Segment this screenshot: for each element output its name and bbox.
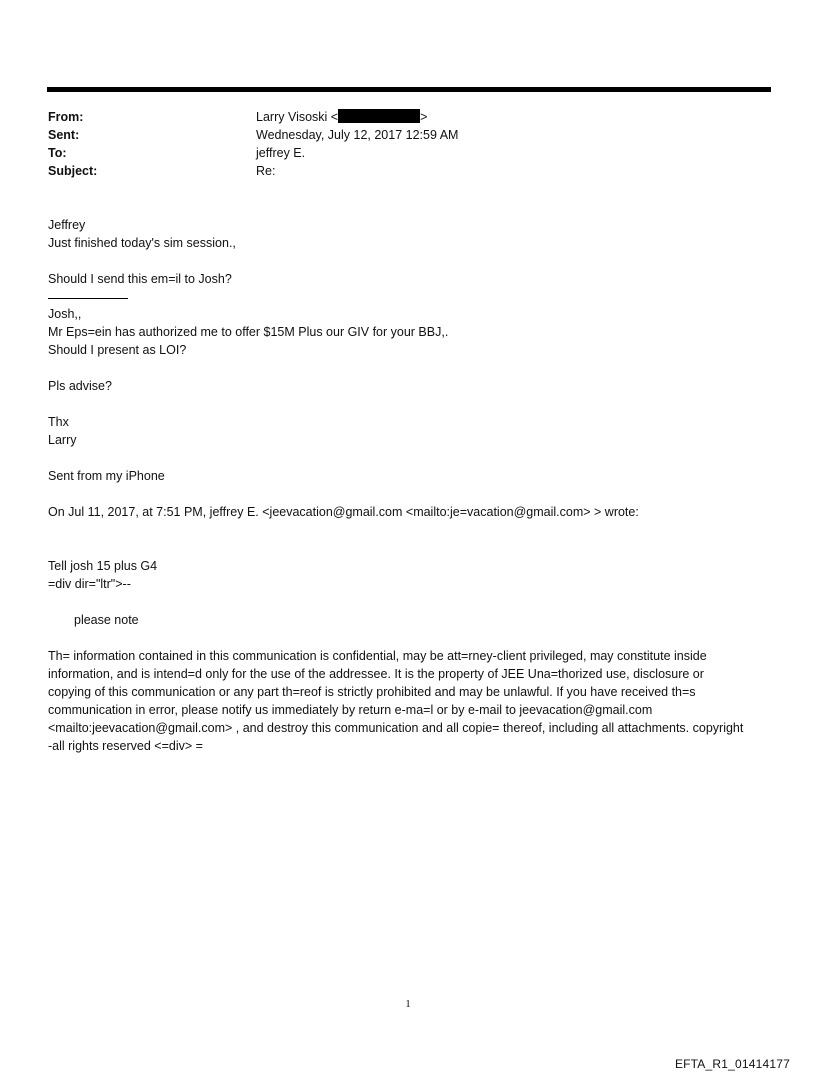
greeting: Jeffrey bbox=[48, 218, 86, 232]
body-line: Just finished today's sim session., bbox=[48, 236, 236, 250]
to-row bbox=[48, 144, 748, 162]
separator-line bbox=[48, 298, 128, 299]
disclaimer: Th= information contained in this communication is confidential, may be att=rney-client privileged, may constitute inside information, and is intend=d only for the use of the addressee. It is the property of JEE Una=thorized use, disclosure or copying of this communication or any part th=reof is strictly prohibited and may be unlawful. If you have received th=s communication in error, please notify us immediately by return e-ma=l or by e-mail to jeevacation@gmail.com <mailto:jeevacation@gmail.com> , and destroy this communication and all copie= thereof, including all attachments. copyright -all rights reserved <=div> = bbox=[48, 649, 744, 753]
subject-row bbox=[48, 162, 748, 180]
redaction-box bbox=[338, 109, 420, 123]
bates-number: EFTA_R1_01414177 bbox=[674, 1057, 790, 1071]
body-line: Should I send this em=il to Josh? bbox=[48, 272, 232, 286]
signature: Larry bbox=[48, 433, 77, 447]
page-number: 1 bbox=[405, 998, 411, 1010]
subject-label: Subject: bbox=[48, 164, 98, 178]
body-line: Pls advise? bbox=[48, 379, 112, 393]
from-value bbox=[256, 108, 427, 126]
body-line: =div dir="ltr">-- bbox=[48, 577, 131, 591]
email-body bbox=[48, 216, 772, 755]
from-label: From: bbox=[48, 110, 84, 124]
from-row bbox=[48, 108, 748, 126]
body-line: Mr Eps=ein has authorized me to offer $15M Plus our GIV for your BBJ,. bbox=[48, 325, 449, 339]
to-value: jeffrey E. bbox=[256, 146, 306, 160]
header-divider bbox=[47, 87, 771, 92]
body-line: Should I present as LOI? bbox=[48, 343, 187, 357]
from-end: > bbox=[420, 110, 428, 124]
sent-from: Sent from my iPhone bbox=[48, 469, 165, 483]
email-header bbox=[48, 108, 748, 180]
quote-header: On Jul 11, 2017, at 7:51 PM, jeffrey E. <jeevacation@gmail.com <mailto:je=vacation@gmail.com> > wrote: bbox=[48, 505, 639, 519]
sent-label: Sent: bbox=[48, 128, 80, 142]
to-label: To: bbox=[48, 146, 67, 160]
please-note: please note bbox=[74, 613, 139, 627]
subject-value: Re: bbox=[256, 164, 276, 178]
sent-row bbox=[48, 126, 748, 144]
body-line: Tell josh 15 plus G4 bbox=[48, 559, 158, 573]
from-name: Larry Visoski < bbox=[256, 110, 339, 124]
sent-value: Wednesday, July 12, 2017 12:59 AM bbox=[256, 128, 459, 142]
body-line: Thx bbox=[48, 415, 69, 429]
body-line: Josh,, bbox=[48, 307, 82, 321]
